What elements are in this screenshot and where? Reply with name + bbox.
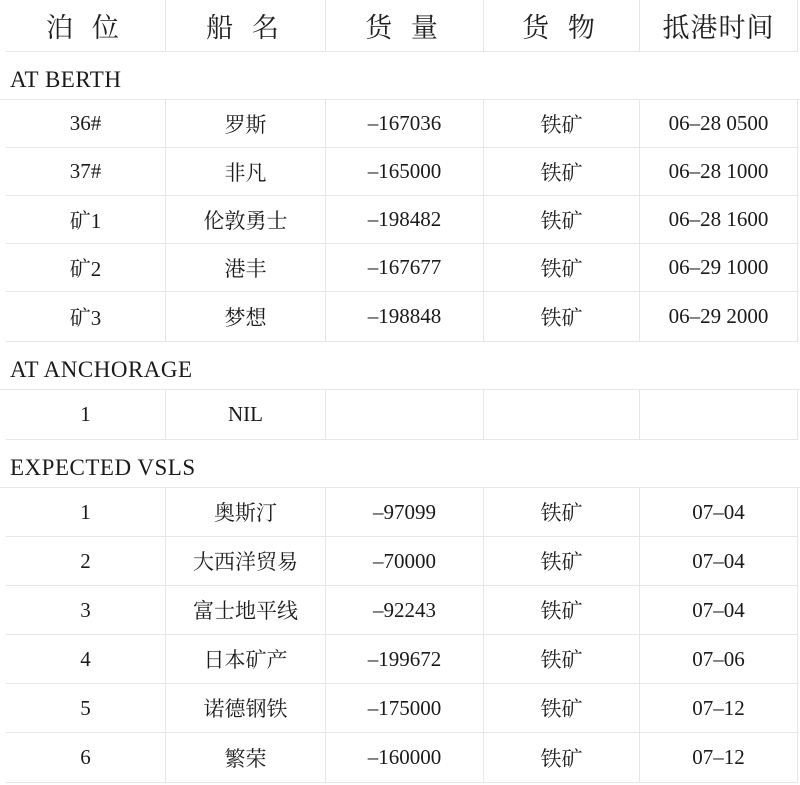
cell-eta (640, 390, 798, 440)
cell-berth: 矿2 (6, 244, 166, 292)
cell-quantity: –160000 (326, 733, 484, 783)
cell-vessel: 日本矿产 (166, 635, 326, 684)
cell-eta: 07–06 (640, 635, 798, 684)
table-row (0, 292, 800, 342)
cell-berth: 4 (6, 635, 166, 684)
cell-quantity: –97099 (326, 488, 484, 537)
cell-eta: 06–28 1000 (640, 148, 798, 196)
header-quantity: 货 量 (326, 0, 484, 52)
table-row (0, 537, 800, 586)
cell-berth: 1 (6, 390, 166, 440)
section-title: AT BERTH (10, 67, 122, 92)
cell-vessel: NIL (166, 390, 326, 440)
cell-quantity: –175000 (326, 684, 484, 733)
header-cargo: 货 物 (484, 0, 640, 52)
cell-quantity: –199672 (326, 635, 484, 684)
section-at-berth (0, 52, 800, 100)
cell-eta: 06–29 1000 (640, 244, 798, 292)
cell-cargo: 铁矿 (484, 244, 640, 292)
cell-vessel: 大西洋贸易 (166, 537, 326, 586)
cell-berth: 37# (6, 148, 166, 196)
cell-eta: 07–04 (640, 586, 798, 635)
cell-berth: 36# (6, 100, 166, 148)
cell-vessel: 诺德钢铁 (166, 684, 326, 733)
cell-quantity (326, 390, 484, 440)
section-expected-vessels (0, 440, 800, 488)
section-at-anchorage (0, 342, 800, 390)
cell-cargo: 铁矿 (484, 148, 640, 196)
cell-eta: 07–12 (640, 684, 798, 733)
cell-berth: 矿1 (6, 196, 166, 244)
cell-cargo: 铁矿 (484, 733, 640, 783)
cell-cargo: 铁矿 (484, 292, 640, 342)
cell-vessel: 梦想 (166, 292, 326, 342)
cell-berth: 3 (6, 586, 166, 635)
cell-berth: 1 (6, 488, 166, 537)
cell-quantity: –198482 (326, 196, 484, 244)
cell-vessel: 奥斯汀 (166, 488, 326, 537)
cell-cargo (484, 390, 640, 440)
cell-berth: 6 (6, 733, 166, 783)
cell-cargo: 铁矿 (484, 537, 640, 586)
cell-vessel: 繁荣 (166, 733, 326, 783)
cell-quantity: –92243 (326, 586, 484, 635)
cell-vessel: 富士地平线 (166, 586, 326, 635)
cell-cargo: 铁矿 (484, 586, 640, 635)
cell-cargo: 铁矿 (484, 100, 640, 148)
cell-quantity: –165000 (326, 148, 484, 196)
table-row (0, 488, 800, 537)
cell-eta: 06–29 2000 (640, 292, 798, 342)
cell-vessel: 非凡 (166, 148, 326, 196)
table-row (0, 684, 800, 733)
cell-eta: 07–04 (640, 537, 798, 586)
cell-vessel: 罗斯 (166, 100, 326, 148)
cell-eta: 07–12 (640, 733, 798, 783)
header-eta: 抵港时间 (640, 0, 798, 52)
cell-cargo: 铁矿 (484, 635, 640, 684)
table-header (0, 0, 800, 52)
section-title: EXPECTED VSLS (10, 455, 196, 480)
cell-berth: 2 (6, 537, 166, 586)
cell-quantity: –70000 (326, 537, 484, 586)
cell-eta: 06–28 1600 (640, 196, 798, 244)
header-vessel: 船 名 (166, 0, 326, 52)
cell-eta: 07–04 (640, 488, 798, 537)
table-row (0, 244, 800, 292)
table-row (0, 733, 800, 783)
table-row (0, 635, 800, 684)
cell-cargo: 铁矿 (484, 196, 640, 244)
cell-eta: 06–28 0500 (640, 100, 798, 148)
table-row (0, 390, 800, 440)
cell-quantity: –198848 (326, 292, 484, 342)
cell-cargo: 铁矿 (484, 684, 640, 733)
table-row (0, 586, 800, 635)
header-berth: 泊 位 (6, 0, 166, 52)
cell-vessel: 港丰 (166, 244, 326, 292)
cell-vessel: 伦敦勇士 (166, 196, 326, 244)
cell-quantity: –167677 (326, 244, 484, 292)
cell-berth: 5 (6, 684, 166, 733)
table-row (0, 148, 800, 196)
section-title: AT ANCHORAGE (10, 357, 193, 382)
table-row (0, 100, 800, 148)
cell-cargo: 铁矿 (484, 488, 640, 537)
table-row (0, 196, 800, 244)
cell-quantity: –167036 (326, 100, 484, 148)
cell-berth: 矿3 (6, 292, 166, 342)
